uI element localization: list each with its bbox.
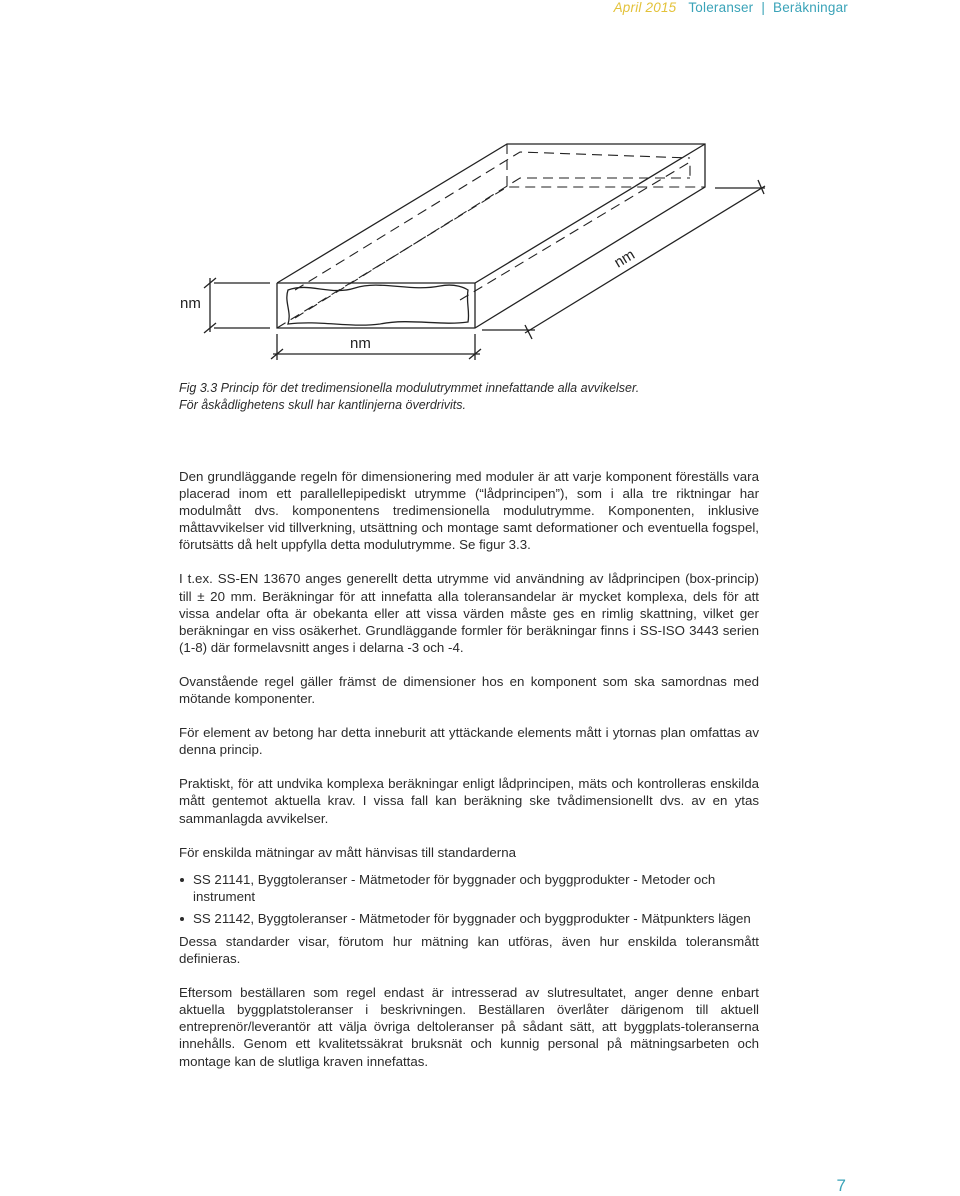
box-principle-figure: [170, 140, 790, 370]
header-separator: |: [761, 0, 766, 15]
running-header: [614, 0, 848, 16]
standards-list: [179, 871, 759, 927]
box-principle-drawing: [170, 140, 790, 370]
box-outline: [277, 144, 705, 328]
paragraph-1: Den grundläggande regeln för dimensionering med moduler är att varje komponent föreställs vara placerad inom ett parallellepipediskt utrymme (“lådprincipen”), som i alla tre riktningar har modulmått dvs. komponentens tredimensionella modulutrymme. Komponenten, inklusive måttavvikelser vid tillverkning, utsättning och montage samt deformationer och eventuella fogspel, förutsätts då helt uppfylla detta modulutrymme. Se figur 3.3.: [179, 469, 759, 553]
list-item: SS 21142, Byggtoleranser - Mätmetoder för byggnader och byggprodukter - Mätpunkters lägen: [179, 910, 759, 927]
paragraph-6: För enskilda mätningar av mått hänvisas till standarderna: [179, 844, 517, 860]
paragraph-7: Dessa standarder visar, förutom hur mätning kan utföras, även hur enskilda toleransmått definieras.: [179, 933, 759, 967]
width-label: nm: [350, 335, 371, 352]
paragraph-3: Ovanstående regel gäller främst de dimensioner hos en komponent som ska samordnas med mötande komponenter.: [179, 673, 759, 707]
header-section: Toleranser: [688, 0, 754, 15]
paragraph-5: Praktiskt, för att undvika komplexa beräkningar enligt lådprincipen, mäts och kontrolleras enskilda mått gentemot aktuella krav. I vissa fall kan beräkning ske tvådimensionellt dvs. av en ytas sammanlagda avvikelser.: [179, 776, 759, 826]
body-text: [179, 468, 759, 1087]
page-number: 7: [836, 1176, 846, 1195]
caption-line-1: Fig 3.3 Princip för det tredimensionella modulutrymmet innefattande alla avvikelser.: [179, 381, 640, 395]
header-date: April 2015: [613, 0, 677, 15]
length-dimension-line: [525, 186, 765, 333]
caption-line-2: För åskådlighetens skull har kantlinjerna överdrivits.: [179, 398, 466, 412]
paragraph-8: Eftersom beställaren som regel endast är intresserad av slutresultatet, anger denne enbart aktuella byggplatstoleranser i beskrivningen. Beställaren överlåter därigenom till aktuell entreprenör/leverantör att välja övriga deltoleranser på sådant sätt, att byggplats-toleranserna innehålls. Genom ett kvalitetssäkrat bruksnät och kunnig personal på mätningsarbeten och montage kan de slutliga kraven innefattas.: [179, 985, 759, 1069]
paragraph-2: I t.ex. SS-EN 13670 anges generellt detta utrymme vid användning av lådprincipen (box-princip) till ± 20 mm. Beräkningar för att innefatta alla toleransandelar är mycket komplexa, dels för att vissa andelar ofta är obekanta eller att vissa värden måste ges en rimlig skattning, vilket ger beräkningar en viss osäkerhet. Grundläggande formler för beräkningar finns i SS-ISO 3443 serien (1-8) där formelavsnitt anges i delarna -3 och -4.: [179, 571, 759, 655]
component-front-face: [287, 285, 469, 325]
hidden-edges: [277, 144, 705, 328]
length-label: nm: [611, 246, 638, 272]
paragraph-4: För element av betong har detta inneburit att yttäckande elements mått i ytornas plan omfattas av denna princip.: [179, 725, 759, 758]
header-subsection: Beräkningar: [773, 0, 848, 15]
figure-caption: [179, 380, 779, 414]
list-item: SS 21141, Byggtoleranser - Mätmetoder för byggnader och byggprodukter - Metoder och instrument: [179, 871, 759, 905]
height-label: nm: [180, 295, 201, 312]
